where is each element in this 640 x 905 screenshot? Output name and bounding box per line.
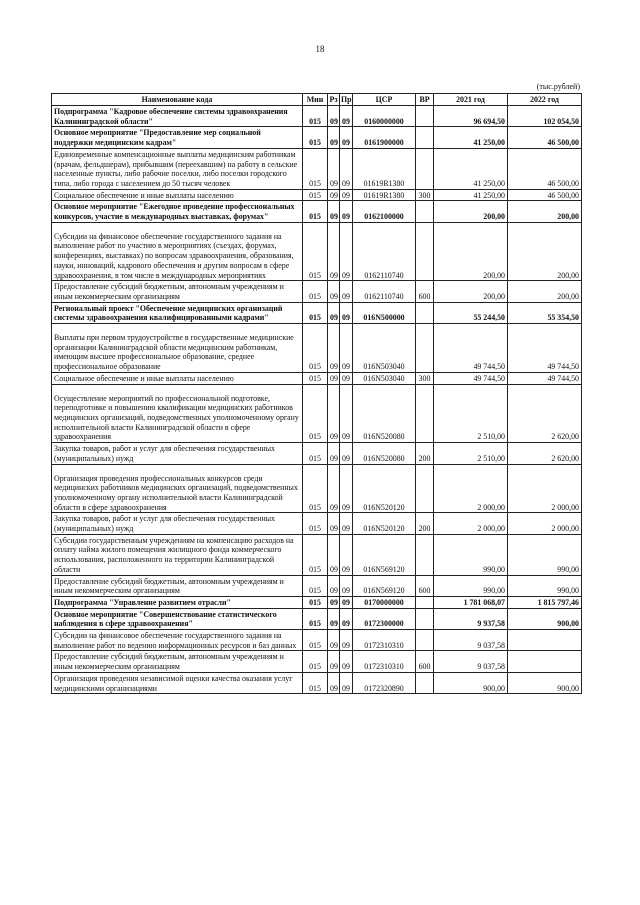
cell-rz: 09 — [328, 324, 340, 373]
cell-name: Основное мероприятие "Совершенствование статистического наблюдения в сфере здравоохранения" — [52, 608, 303, 629]
cell-name: Предоставление субсидий бюджетным, автономным учреждениям и иным некоммерческим организациям — [52, 281, 303, 302]
cell-2022: 46 500,00 — [508, 189, 582, 201]
cell-2021: 900,00 — [434, 672, 508, 693]
cell-2022: 2 620,00 — [508, 384, 582, 443]
cell-vr — [416, 324, 434, 373]
table-row — [52, 222, 582, 281]
cell-csr: 0170000000 — [353, 596, 416, 608]
cell-pr: 09 — [340, 189, 353, 201]
cell-name: Закупка товаров, работ и услуг для обеспечения государственных (муниципальных) нужд — [52, 443, 303, 464]
cell-csr: 016N520080 — [353, 384, 416, 443]
cell-pr: 09 — [340, 672, 353, 693]
cell-2021: 41 250,00 — [434, 189, 508, 201]
cell-name: Основное мероприятие "Предоставление мер социальной поддержки медицинским кадрам" — [52, 127, 303, 148]
cell-2021: 49 744,50 — [434, 324, 508, 373]
cell-2021: 96 694,50 — [434, 106, 508, 127]
table-row — [52, 672, 582, 693]
cell-csr: 016N520120 — [353, 513, 416, 534]
cell-csr: 016N520120 — [353, 464, 416, 513]
cell-vr: 200 — [416, 443, 434, 464]
cell-csr: 016N500000 — [353, 302, 416, 323]
cell-pr: 09 — [340, 596, 353, 608]
cell-csr: 016N520080 — [353, 443, 416, 464]
cell-pr: 09 — [340, 127, 353, 148]
cell-pr: 09 — [340, 281, 353, 302]
budget-table — [51, 93, 582, 694]
cell-name: Подпрограмма "Кадровое обеспечение системы здравоохранения Калининградской области" — [52, 106, 303, 127]
cell-pr: 09 — [340, 534, 353, 575]
cell-2022: 990,00 — [508, 575, 582, 596]
cell-2021: 9 037,58 — [434, 630, 508, 651]
cell-rz: 09 — [328, 513, 340, 534]
cell-2022: 2 000,00 — [508, 464, 582, 513]
table-row — [52, 106, 582, 127]
cell-vr — [416, 534, 434, 575]
cell-rz: 09 — [328, 534, 340, 575]
cell-pr: 09 — [340, 302, 353, 323]
cell-vr — [416, 201, 434, 222]
cell-vr: 600 — [416, 651, 434, 672]
cell-rz: 09 — [328, 106, 340, 127]
cell-vr — [416, 106, 434, 127]
cell-vr: 600 — [416, 281, 434, 302]
cell-rz: 09 — [328, 672, 340, 693]
cell-csr: 0172300000 — [353, 608, 416, 629]
table-row — [52, 608, 582, 629]
cell-rz: 09 — [328, 651, 340, 672]
cell-min: 015 — [303, 127, 328, 148]
cell-rz: 09 — [328, 148, 340, 189]
table-row — [52, 464, 582, 513]
cell-pr: 09 — [340, 608, 353, 629]
cell-vr — [416, 302, 434, 323]
cell-min: 015 — [303, 513, 328, 534]
cell-name: Субсидии на финансовое обеспечение государственного задания на выполнение работ по ведению информационных ресурсов и баз данных — [52, 630, 303, 651]
cell-min: 015 — [303, 384, 328, 443]
cell-rz: 09 — [328, 575, 340, 596]
cell-vr — [416, 127, 434, 148]
header-min: Мин — [303, 94, 328, 106]
cell-2022: 2 620,00 — [508, 443, 582, 464]
cell-2022: 2 000,00 — [508, 513, 582, 534]
cell-2021: 990,00 — [434, 534, 508, 575]
cell-pr: 09 — [340, 148, 353, 189]
page-number: 18 — [315, 44, 325, 54]
cell-min: 015 — [303, 148, 328, 189]
table-row — [52, 384, 582, 443]
cell-rz: 09 — [328, 281, 340, 302]
cell-csr: 0172310310 — [353, 630, 416, 651]
cell-csr: 0172320890 — [353, 672, 416, 693]
cell-min: 015 — [303, 672, 328, 693]
cell-name: Предоставление субсидий бюджетным, автономным учреждениям и иным некоммерческим организациям — [52, 651, 303, 672]
cell-2022: 102 054,50 — [508, 106, 582, 127]
cell-min: 015 — [303, 534, 328, 575]
cell-name: Выплаты при первом трудоустройстве в государственные медицинские организации Калининградской области медицинским работникам, имеющим высшее профессиональное образование, среднее профессиональное образование — [52, 324, 303, 373]
cell-pr: 09 — [340, 443, 353, 464]
cell-2022: 200,00 — [508, 222, 582, 281]
cell-2021: 49 744,50 — [434, 372, 508, 384]
cell-pr: 09 — [340, 372, 353, 384]
cell-min: 015 — [303, 630, 328, 651]
cell-2021: 200,00 — [434, 222, 508, 281]
cell-min: 015 — [303, 443, 328, 464]
cell-pr: 09 — [340, 513, 353, 534]
table-row — [52, 596, 582, 608]
cell-name: Организация проведения независимой оценки качества оказания услуг медицинскими организациями — [52, 672, 303, 693]
cell-2021: 2 510,00 — [434, 443, 508, 464]
cell-min: 015 — [303, 222, 328, 281]
cell-csr: 01619R1380 — [353, 189, 416, 201]
cell-vr — [416, 608, 434, 629]
cell-2021: 41 250,00 — [434, 127, 508, 148]
cell-name: Подпрограмма "Управление развитием отрасли" — [52, 596, 303, 608]
cell-name: Осуществление мероприятий по профессиональной подготовке, переподготовке и повышению квалификации медицинских работников медицинских организаций, подведомственных уполномоченному органу исполнительной власти Калининградской области в сфере здравоохранения — [52, 384, 303, 443]
cell-name: Субсидии на финансовое обеспечение государственного задания на выполнение работ по участию в мероприятиях (съездах, форумах, конференциях, выставках) по вопросам здравоохранения, образования, науки, инноваций, кадрового обеспечения и другим вопросам в сфере здравоохранения, в том числе в международных мероприятиях — [52, 222, 303, 281]
cell-min: 015 — [303, 608, 328, 629]
table-row — [52, 281, 582, 302]
table-row — [52, 651, 582, 672]
table-row — [52, 324, 582, 373]
cell-pr: 09 — [340, 464, 353, 513]
cell-min: 015 — [303, 372, 328, 384]
cell-rz: 09 — [328, 201, 340, 222]
cell-vr — [416, 222, 434, 281]
cell-rz: 09 — [328, 127, 340, 148]
cell-min: 015 — [303, 575, 328, 596]
cell-2022 — [508, 630, 582, 651]
cell-min: 015 — [303, 281, 328, 302]
table-row — [52, 372, 582, 384]
cell-min: 015 — [303, 596, 328, 608]
cell-vr — [416, 672, 434, 693]
cell-csr: 0160000000 — [353, 106, 416, 127]
cell-rz: 09 — [328, 372, 340, 384]
cell-pr: 09 — [340, 575, 353, 596]
cell-vr — [416, 464, 434, 513]
cell-csr: 016N503040 — [353, 324, 416, 373]
cell-2022: 49 744,50 — [508, 324, 582, 373]
units-label: (тыс.рублей) — [536, 82, 580, 91]
table-row — [52, 575, 582, 596]
header-2022: 2022 год — [508, 94, 582, 106]
table-row — [52, 534, 582, 575]
cell-2021: 2 000,00 — [434, 464, 508, 513]
cell-pr: 09 — [340, 651, 353, 672]
cell-2022: 55 354,50 — [508, 302, 582, 323]
cell-rz: 09 — [328, 596, 340, 608]
cell-csr: 0172310310 — [353, 651, 416, 672]
cell-vr: 300 — [416, 372, 434, 384]
cell-vr — [416, 596, 434, 608]
cell-name: Единовременные компенсационные выплаты медицинским работникам (врачам, фельдшерам), прибывшим (переехавшим) на работу в сельские населенные пункты, либо рабочие поселки, либо поселки городского типа, либо города с населением до 50 тысяч человек — [52, 148, 303, 189]
cell-min: 015 — [303, 302, 328, 323]
table-row — [52, 630, 582, 651]
table-row — [52, 513, 582, 534]
cell-name: Организация проведения профессиональных конкурсов среди медицинских работников медицинских организаций, подведомственных уполномоченному органу исполнительной власти Калининградской области в сфере здравоохранения — [52, 464, 303, 513]
cell-2021: 2 510,00 — [434, 384, 508, 443]
header-vr: ВР — [416, 94, 434, 106]
header-rz: Рз — [329, 95, 338, 104]
table-row — [52, 127, 582, 148]
cell-min: 015 — [303, 201, 328, 222]
table-body — [52, 106, 582, 694]
table-row — [52, 302, 582, 323]
header-csr: ЦСР — [353, 94, 416, 106]
cell-name: Предоставление субсидий бюджетным, автономным учреждениям и иным некоммерческим организациям — [52, 575, 303, 596]
cell-rz: 09 — [328, 608, 340, 629]
cell-2021: 200,00 — [434, 281, 508, 302]
cell-vr — [416, 384, 434, 443]
header-2021: 2021 год — [434, 94, 508, 106]
cell-name: Основное мероприятие "Ежегодное проведение профессиональных конкурсов, участие в международных выставках, форумах" — [52, 201, 303, 222]
cell-2021: 200,00 — [434, 201, 508, 222]
cell-rz: 09 — [328, 222, 340, 281]
cell-rz: 09 — [328, 443, 340, 464]
cell-csr: 0162110740 — [353, 222, 416, 281]
cell-csr: 016N569120 — [353, 575, 416, 596]
cell-vr: 200 — [416, 513, 434, 534]
cell-pr: 09 — [340, 201, 353, 222]
cell-2022: 1 815 797,46 — [508, 596, 582, 608]
table-row — [52, 201, 582, 222]
table-row — [52, 443, 582, 464]
cell-rz: 09 — [328, 630, 340, 651]
cell-rz: 09 — [328, 189, 340, 201]
cell-name: Социальное обеспечение и иные выплаты населению — [52, 372, 303, 384]
header-row — [52, 94, 582, 106]
cell-vr: 300 — [416, 189, 434, 201]
cell-csr: 0162110740 — [353, 281, 416, 302]
cell-pr: 09 — [340, 222, 353, 281]
cell-rz: 09 — [328, 464, 340, 513]
cell-name: Субсидии государственным учреждениям на компенсацию расходов на оплату найма жилого помещения жилищного фонда коммерческого использования, расположенного на территории Калининградской области — [52, 534, 303, 575]
cell-2022: 900,00 — [508, 672, 582, 693]
cell-csr: 016N503040 — [353, 372, 416, 384]
cell-2021: 41 250,00 — [434, 148, 508, 189]
cell-vr — [416, 630, 434, 651]
cell-pr: 09 — [340, 384, 353, 443]
cell-min: 015 — [303, 651, 328, 672]
cell-2022 — [508, 651, 582, 672]
cell-2021: 2 000,00 — [434, 513, 508, 534]
header-pr: Пр — [341, 95, 352, 104]
cell-2021: 9 937,58 — [434, 608, 508, 629]
cell-min: 015 — [303, 324, 328, 373]
table-row — [52, 148, 582, 189]
cell-rz: 09 — [328, 302, 340, 323]
cell-rz: 09 — [328, 384, 340, 443]
cell-min: 015 — [303, 106, 328, 127]
cell-2022: 49 744,50 — [508, 372, 582, 384]
cell-pr: 09 — [340, 630, 353, 651]
cell-2022: 200,00 — [508, 201, 582, 222]
cell-2021: 1 781 068,07 — [434, 596, 508, 608]
cell-min: 015 — [303, 464, 328, 513]
cell-csr: 01619R1380 — [353, 148, 416, 189]
cell-2021: 990,00 — [434, 575, 508, 596]
cell-pr: 09 — [340, 324, 353, 373]
table-row — [52, 189, 582, 201]
cell-csr: 0161900000 — [353, 127, 416, 148]
cell-2022: 46 500,00 — [508, 127, 582, 148]
cell-2022: 990,00 — [508, 534, 582, 575]
cell-2022: 200,00 — [508, 281, 582, 302]
cell-name: Социальное обеспечение и иные выплаты населению — [52, 189, 303, 201]
cell-2021: 55 244,50 — [434, 302, 508, 323]
cell-vr — [416, 148, 434, 189]
cell-csr: 0162100000 — [353, 201, 416, 222]
header-name: Наименование кода — [52, 94, 303, 106]
cell-2022: 46 500,00 — [508, 148, 582, 189]
cell-vr: 600 — [416, 575, 434, 596]
cell-min: 015 — [303, 189, 328, 201]
cell-pr: 09 — [340, 106, 353, 127]
cell-name: Региональный проект "Обеспечение медицинских организаций системы здравоохранения квалифицированными кадрами" — [52, 302, 303, 323]
cell-2022: 900,00 — [508, 608, 582, 629]
cell-2021: 9 037,58 — [434, 651, 508, 672]
cell-name: Закупка товаров, работ и услуг для обеспечения государственных (муниципальных) нужд — [52, 513, 303, 534]
cell-csr: 016N569120 — [353, 534, 416, 575]
